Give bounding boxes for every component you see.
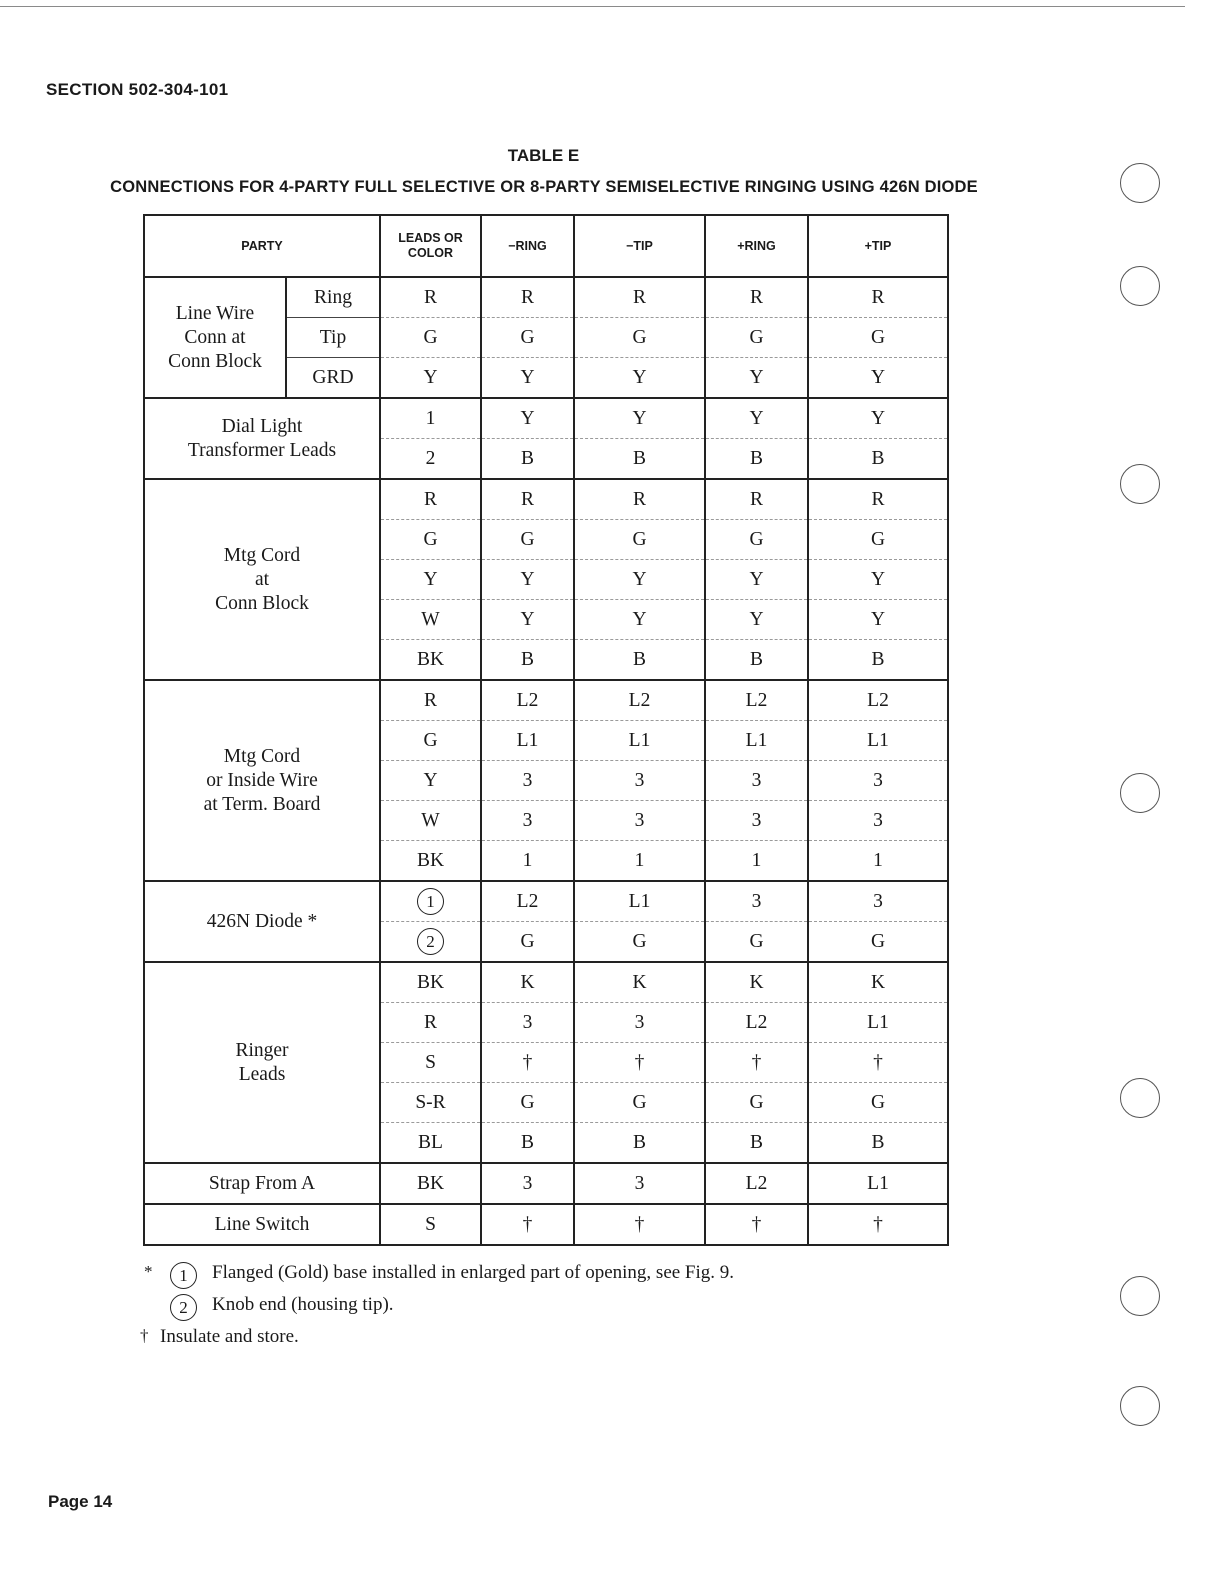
column-header-leads-or-color: LEADS OR COLOR bbox=[380, 215, 481, 277]
leads-or-color-cell: W bbox=[380, 600, 481, 640]
plus-ring-cell: B bbox=[705, 1123, 808, 1164]
plus-tip-cell: † bbox=[808, 1043, 948, 1083]
punch-hole bbox=[1120, 773, 1160, 813]
minus-tip-cell: G bbox=[574, 318, 705, 358]
minus-tip-cell: B bbox=[574, 1123, 705, 1164]
plus-ring-cell: 3 bbox=[705, 801, 808, 841]
plus-ring-cell: G bbox=[705, 1083, 808, 1123]
leads-or-color-cell: S bbox=[380, 1204, 481, 1245]
punch-hole bbox=[1120, 163, 1160, 203]
party-label: Strap From A bbox=[144, 1163, 380, 1204]
minus-tip-cell: B bbox=[574, 439, 705, 480]
party-label: Ringer Leads bbox=[144, 962, 380, 1163]
dagger-mark: † bbox=[140, 1326, 149, 1345]
minus-tip-cell: Y bbox=[574, 600, 705, 640]
minus-tip-cell: L1 bbox=[574, 721, 705, 761]
plus-ring-cell: G bbox=[705, 318, 808, 358]
plus-tip-cell: B bbox=[808, 1123, 948, 1164]
plus-ring-cell: 3 bbox=[705, 881, 808, 922]
leads-or-color-cell bbox=[380, 922, 481, 963]
minus-ring-cell: B bbox=[481, 1123, 574, 1164]
plus-tip-cell: L2 bbox=[808, 680, 948, 721]
minus-ring-cell: L2 bbox=[481, 881, 574, 922]
leads-or-color-cell: R bbox=[380, 277, 481, 318]
plus-ring-cell: L2 bbox=[705, 1163, 808, 1204]
plus-tip-cell: B bbox=[808, 640, 948, 681]
minus-ring-cell: 1 bbox=[481, 841, 574, 882]
minus-ring-cell: † bbox=[481, 1043, 574, 1083]
table-row bbox=[144, 680, 948, 721]
footnote-text-dagger: Insulate and store. bbox=[160, 1326, 299, 1347]
leads-or-color-cell: S-R bbox=[380, 1083, 481, 1123]
asterisk-mark: * bbox=[144, 1262, 153, 1281]
table-row bbox=[144, 962, 948, 1003]
plus-ring-cell: G bbox=[705, 922, 808, 963]
minus-ring-cell: Y bbox=[481, 560, 574, 600]
minus-tip-cell: Y bbox=[574, 398, 705, 439]
minus-tip-cell: G bbox=[574, 922, 705, 963]
plus-ring-cell: R bbox=[705, 277, 808, 318]
minus-tip-cell: 1 bbox=[574, 841, 705, 882]
minus-tip-cell: G bbox=[574, 520, 705, 560]
footnote-text-1: Flanged (Gold) base installed in enlarged part of opening, see Fig. 9. bbox=[212, 1262, 735, 1283]
plus-ring-cell: L1 bbox=[705, 721, 808, 761]
column-header-plus-ring: +RING bbox=[705, 215, 808, 277]
leads-or-color-cell: G bbox=[380, 318, 481, 358]
leads-or-color-cell: 2 bbox=[380, 439, 481, 480]
table-label: TABLE E bbox=[507, 146, 580, 165]
minus-tip-cell: R bbox=[574, 277, 705, 318]
minus-ring-cell: G bbox=[481, 318, 574, 358]
plus-tip-cell: R bbox=[808, 479, 948, 520]
minus-ring-cell: Y bbox=[481, 398, 574, 439]
plus-ring-cell: Y bbox=[705, 398, 808, 439]
leads-or-color-cell: R bbox=[380, 479, 481, 520]
plus-tip-cell: Y bbox=[808, 398, 948, 439]
plus-ring-cell: B bbox=[705, 439, 808, 480]
minus-tip-cell: G bbox=[574, 1083, 705, 1123]
footnote-text-2: Knob end (housing tip). bbox=[212, 1294, 394, 1315]
plus-tip-cell: B bbox=[808, 439, 948, 480]
circled-number: 1 bbox=[417, 888, 444, 915]
punch-hole bbox=[1120, 1386, 1160, 1426]
leads-or-color-cell: R bbox=[380, 1003, 481, 1043]
leads-or-color-cell bbox=[380, 881, 481, 922]
minus-ring-cell: G bbox=[481, 1083, 574, 1123]
plus-tip-cell: L1 bbox=[808, 1163, 948, 1204]
plus-tip-cell: 1 bbox=[808, 841, 948, 882]
party-sublabel: GRD bbox=[286, 358, 380, 399]
minus-tip-cell: 3 bbox=[574, 761, 705, 801]
minus-tip-cell: 3 bbox=[574, 1163, 705, 1204]
leads-or-color-cell: BK bbox=[380, 640, 481, 681]
plus-ring-cell: Y bbox=[705, 560, 808, 600]
minus-tip-cell: R bbox=[574, 479, 705, 520]
plus-tip-cell: L1 bbox=[808, 721, 948, 761]
minus-tip-cell: 3 bbox=[574, 801, 705, 841]
plus-tip-cell: 3 bbox=[808, 761, 948, 801]
plus-ring-cell: † bbox=[705, 1204, 808, 1245]
minus-ring-cell: 3 bbox=[481, 1003, 574, 1043]
plus-tip-cell: R bbox=[808, 277, 948, 318]
plus-ring-cell: 3 bbox=[705, 761, 808, 801]
leads-or-color-cell: S bbox=[380, 1043, 481, 1083]
plus-tip-cell: G bbox=[808, 318, 948, 358]
leads-or-color-cell: BK bbox=[380, 962, 481, 1003]
leads-or-color-cell: W bbox=[380, 801, 481, 841]
plus-tip-cell: G bbox=[808, 520, 948, 560]
plus-ring-cell: Y bbox=[705, 600, 808, 640]
leads-or-color-cell: Y bbox=[380, 358, 481, 399]
minus-ring-cell: L2 bbox=[481, 680, 574, 721]
minus-tip-cell: Y bbox=[574, 560, 705, 600]
plus-ring-cell: L2 bbox=[705, 1003, 808, 1043]
minus-ring-cell: R bbox=[481, 277, 574, 318]
table-title: CONNECTIONS FOR 4-PARTY FULL SELECTIVE OR 8-PARTY SEMISELECTIVE RINGING USING 426N DIODE bbox=[110, 178, 978, 196]
circled-number-1: 1 bbox=[170, 1262, 197, 1289]
minus-ring-cell: † bbox=[481, 1204, 574, 1245]
leads-or-color-cell: Y bbox=[380, 560, 481, 600]
party-label: Mtg Cord at Conn Block bbox=[144, 479, 380, 680]
party-label: 426N Diode * bbox=[144, 881, 380, 962]
column-header-plus-tip: +TIP bbox=[808, 215, 948, 277]
minus-tip-cell: L2 bbox=[574, 680, 705, 721]
minus-tip-cell: † bbox=[574, 1043, 705, 1083]
minus-ring-cell: G bbox=[481, 922, 574, 963]
plus-ring-cell: B bbox=[705, 640, 808, 681]
punch-hole bbox=[1120, 1078, 1160, 1118]
party-label: Line Wire Conn at Conn Block bbox=[144, 277, 286, 398]
minus-ring-cell: B bbox=[481, 439, 574, 480]
plus-tip-cell: L1 bbox=[808, 1003, 948, 1043]
plus-ring-cell: K bbox=[705, 962, 808, 1003]
minus-ring-cell: R bbox=[481, 479, 574, 520]
leads-or-color-cell: Y bbox=[380, 761, 481, 801]
plus-ring-cell: G bbox=[705, 520, 808, 560]
plus-ring-cell: R bbox=[705, 479, 808, 520]
minus-ring-cell: 3 bbox=[481, 1163, 574, 1204]
table-body bbox=[144, 277, 948, 1245]
leads-or-color-cell: BL bbox=[380, 1123, 481, 1164]
party-sublabel: Tip bbox=[286, 318, 380, 358]
top-rule bbox=[0, 6, 1185, 7]
punch-hole bbox=[1120, 266, 1160, 306]
plus-ring-cell: L2 bbox=[705, 680, 808, 721]
plus-tip-cell: 3 bbox=[808, 801, 948, 841]
leads-or-color-cell: BK bbox=[380, 841, 481, 882]
leads-or-color-cell: BK bbox=[380, 1163, 481, 1204]
minus-ring-cell: L1 bbox=[481, 721, 574, 761]
party-label: Dial Light Transformer Leads bbox=[144, 398, 380, 479]
minus-tip-cell: L1 bbox=[574, 881, 705, 922]
plus-tip-cell: Y bbox=[808, 560, 948, 600]
table-row bbox=[144, 1204, 948, 1245]
table-row bbox=[144, 277, 948, 318]
minus-tip-cell: B bbox=[574, 640, 705, 681]
minus-ring-cell: B bbox=[481, 640, 574, 681]
plus-tip-cell: G bbox=[808, 922, 948, 963]
minus-ring-cell: 3 bbox=[481, 801, 574, 841]
minus-tip-cell: K bbox=[574, 962, 705, 1003]
leads-or-color-cell: 1 bbox=[380, 398, 481, 439]
minus-tip-cell: † bbox=[574, 1204, 705, 1245]
plus-tip-cell: G bbox=[808, 1083, 948, 1123]
circled-number-2: 2 bbox=[170, 1294, 197, 1321]
party-sublabel: Ring bbox=[286, 277, 380, 318]
leads-or-color-cell: G bbox=[380, 520, 481, 560]
party-label: Line Switch bbox=[144, 1204, 380, 1245]
party-label: Mtg Cord or Inside Wire at Term. Board bbox=[144, 680, 380, 881]
plus-ring-cell: † bbox=[705, 1043, 808, 1083]
column-header-minus-ring: −RING bbox=[481, 215, 574, 277]
minus-ring-cell: Y bbox=[481, 358, 574, 399]
punch-hole bbox=[1120, 464, 1160, 504]
table-row bbox=[144, 1163, 948, 1204]
column-header-party: PARTY bbox=[144, 215, 380, 277]
plus-ring-cell: Y bbox=[705, 358, 808, 399]
minus-ring-cell: Y bbox=[481, 600, 574, 640]
leads-or-color-cell: G bbox=[380, 721, 481, 761]
leads-or-color-cell: R bbox=[380, 680, 481, 721]
page-number: Page 14 bbox=[48, 1492, 113, 1511]
minus-ring-cell: 3 bbox=[481, 761, 574, 801]
punch-hole bbox=[1120, 1276, 1160, 1316]
plus-tip-cell: K bbox=[808, 962, 948, 1003]
plus-tip-cell: 3 bbox=[808, 881, 948, 922]
minus-ring-cell: K bbox=[481, 962, 574, 1003]
plus-tip-cell: Y bbox=[808, 600, 948, 640]
table-row bbox=[144, 398, 948, 439]
minus-tip-cell: 3 bbox=[574, 1003, 705, 1043]
circled-number: 2 bbox=[417, 928, 444, 955]
minus-tip-cell: Y bbox=[574, 358, 705, 399]
plus-ring-cell: 1 bbox=[705, 841, 808, 882]
section-number: SECTION 502-304-101 bbox=[46, 80, 229, 99]
connections-table bbox=[143, 214, 949, 1246]
minus-ring-cell: G bbox=[481, 520, 574, 560]
table-row bbox=[144, 479, 948, 520]
plus-tip-cell: Y bbox=[808, 358, 948, 399]
table-row bbox=[144, 881, 948, 922]
plus-tip-cell: † bbox=[808, 1204, 948, 1245]
column-header-minus-tip: −TIP bbox=[574, 215, 705, 277]
